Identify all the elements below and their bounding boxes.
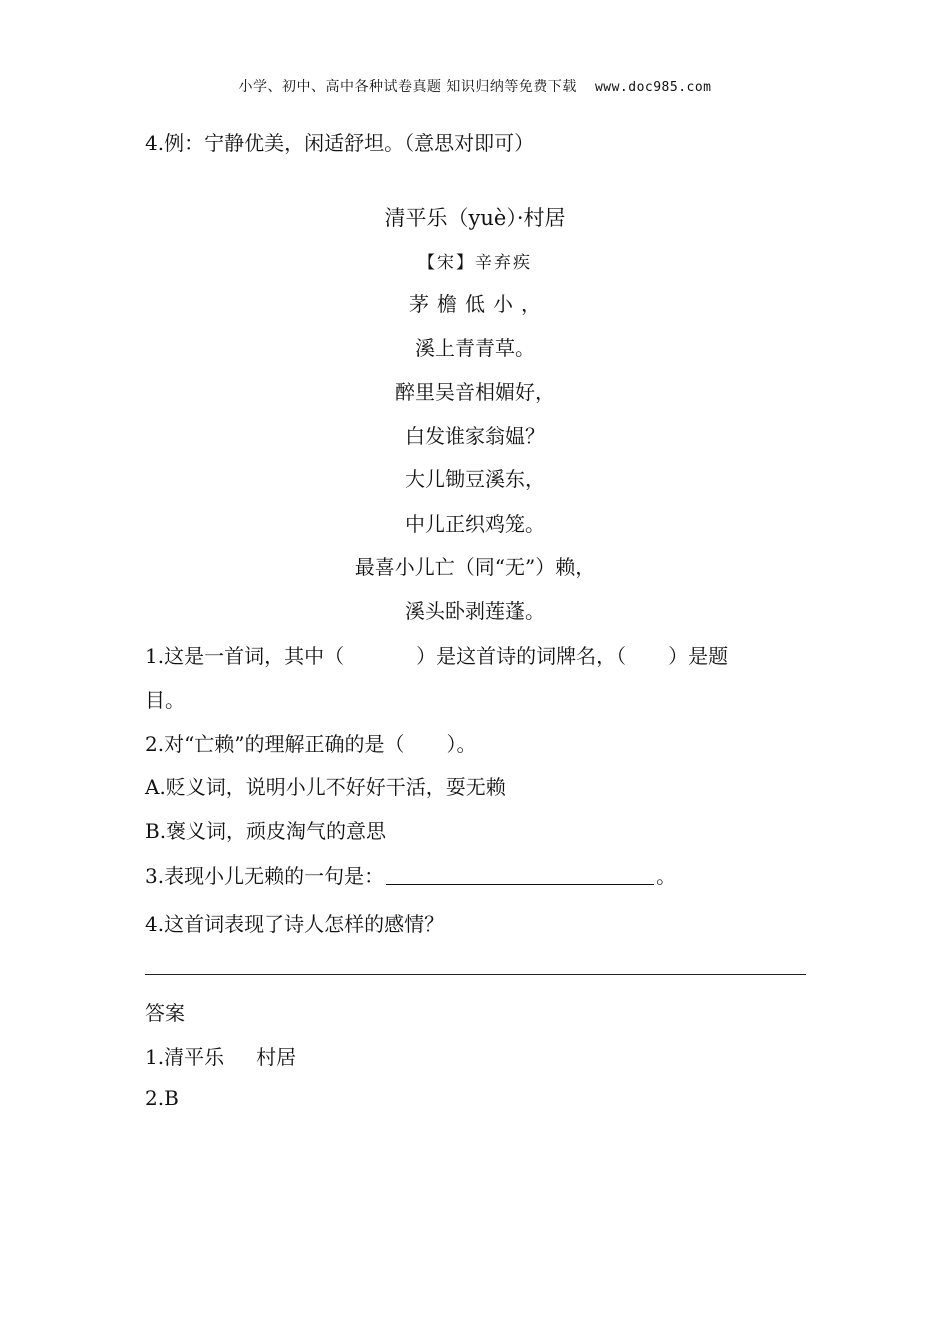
question-2-option-b: B.褒义词，顽皮淘气的意思 — [145, 819, 387, 843]
previous-answer-4: 4.例：宁静优美，闲适舒坦。（意思对即可） — [145, 131, 535, 155]
question-2-end: ）。 — [446, 732, 477, 756]
poem-line-2: 溪上青青草。 — [415, 336, 535, 360]
answers-heading: 答案 — [145, 1001, 185, 1025]
question-3 — [145, 860, 676, 889]
answer-1 — [145, 1041, 296, 1070]
header-text: 小学、初中、高中各种试卷真题 知识归纳等免费下载 — [238, 79, 577, 95]
poem-line-7: 最喜小儿亡（同“无”）赖， — [354, 555, 596, 579]
question-1-continued: 目。 — [145, 688, 185, 712]
question-1-part-c: ）是题 — [668, 644, 729, 668]
poem-title: 清平乐（yuè）·村居 — [384, 206, 566, 230]
poem-author: 【宋】辛弃疾 — [418, 253, 532, 273]
question-2 — [145, 728, 477, 757]
header-site-url[interactable]: www.doc985.com — [594, 80, 712, 95]
answer-1-title: 村居 — [256, 1045, 297, 1069]
section-divider — [145, 974, 806, 975]
question-4: 4.这首词表现了诗人怎样的感情？ — [145, 912, 445, 936]
question-1-part-a: 1.这是一首词，其中（ — [145, 644, 345, 668]
page-header — [0, 76, 950, 96]
question-3-stem: 3.表现小儿无赖的一句是： — [145, 864, 385, 888]
poem-line-6: 中儿正织鸡笼。 — [405, 512, 545, 536]
poem-line-3: 醉里吴音相媚好， — [395, 380, 555, 404]
answer-2: 2.B — [145, 1086, 179, 1110]
question-2-option-a: A.贬义词，说明小儿不好好干活，耍无赖 — [145, 775, 506, 799]
answer-1-cipai: 1.清平乐 — [145, 1045, 225, 1069]
poem-line-5: 大儿锄豆溪东， — [405, 467, 545, 491]
poem-line-4: 白发谁家翁媪？ — [405, 424, 545, 448]
question-2-stem: 2.对“亡赖”的理解正确的是（ — [145, 732, 405, 756]
question-1-part-b: ）是这首诗的词牌名，（ — [416, 644, 627, 668]
poem-line-8: 溪头卧剥莲蓬。 — [405, 599, 545, 623]
question-3-end: 。 — [656, 864, 677, 888]
answer-blank-line[interactable] — [386, 864, 654, 885]
poem-line-1: 茅檐低小， — [409, 292, 549, 316]
question-1 — [145, 640, 728, 669]
